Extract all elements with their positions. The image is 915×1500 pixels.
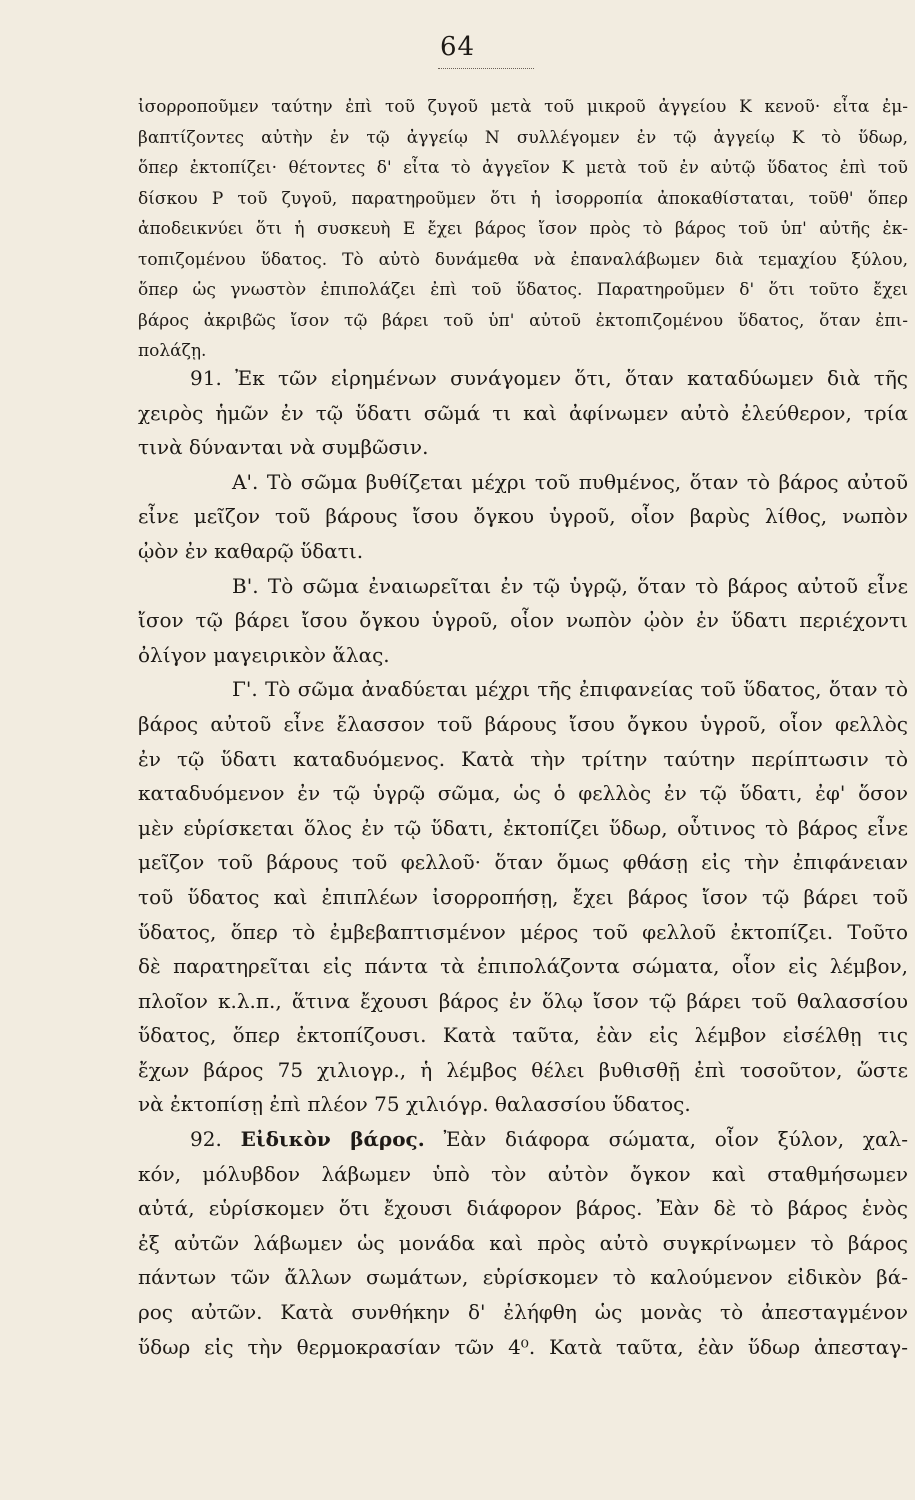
text-line: ὕδατος, ὅπερ ἐκτοπίζουσι. Κατὰ ταῦτα, ἐὰν εἰς λέμβον εἰσέλθῃ τις bbox=[138, 1023, 908, 1048]
text-line: τινὰ δύνανται νὰ συμβῶσιν. bbox=[138, 435, 429, 460]
paragraph-number: 92. bbox=[190, 1127, 222, 1152]
text-line: πάντων τῶν ἄλλων σωμάτων, εὑρίσκομεν τὸ καλούμενον εἰδικὸν βά- bbox=[138, 1265, 908, 1290]
text-line: αὐτά, εὑρίσκομεν ὅτι ἔχουσι διάφορον βάρος. Ἐὰν δὲ τὸ βάρος ἑνὸς bbox=[138, 1196, 908, 1221]
text-run: Ἐκ τῶν εἰρημένων συνάγομεν ὅτι, ὅταν καταδύωμεν διὰ τῆς bbox=[235, 366, 908, 390]
case-label: Β'. bbox=[232, 573, 259, 598]
text-line: βάρος αὐτοῦ εἶνε ἔλασσον τοῦ βάρους ἴσου ὄγκου ὑγροῦ, οἷον φελλὸς bbox=[138, 711, 908, 736]
text-line: εἶνε μεῖζον τοῦ βάρους ἴσου ὄγκου ὑγροῦ, οἷον βαρὺς λίθος, νωπὸν bbox=[138, 504, 908, 529]
text-line: τοῦ ὕδατος καὶ ἐπιπλέων ἰσορροπήσῃ, ἔχει βάρος ἴσον τῷ βάρει τοῦ bbox=[138, 884, 908, 909]
text-line: ἐξ αὐτῶν λάβωμεν ὡς μονάδα καὶ πρὸς αὐτὸ συγκρίνωμεν τὸ βάρος bbox=[138, 1230, 908, 1255]
text-line: βαπτίζοντες αὐτὴν ἐν τῷ ἀγγείῳ Ν συλλέγομεν ἐν τῷ ἀγγείῳ Κ τὸ ὕδωρ, bbox=[138, 127, 908, 148]
text-line: ὕδωρ εἰς τὴν θερμοκρασίαν τῶν 4⁰. Κατὰ ταῦτα, ἐὰν ὕδωρ ἀπεσταγ- bbox=[138, 1334, 908, 1359]
text-line: μεῖζον τοῦ βάρους τοῦ φελλοῦ· ὅταν ὅμως φθάσῃ εἰς τὴν ἐπιφάνειαν bbox=[138, 850, 908, 875]
case-a-first-line bbox=[138, 465, 908, 500]
text-line: δὲ παρατηρεῖται εἰς πάντα τὰ ἐπιπολάζοντα σώματα, οἷον εἰς λέμβον, bbox=[138, 954, 908, 979]
text-line: νὰ ἐκτοπίσῃ ἐπὶ πλέον 75 χιλιόγρ. θαλασσίου ὕδατος. bbox=[138, 1092, 691, 1117]
text-line: ὀλίγον μαγειρικὸν ἅλας. bbox=[138, 642, 390, 667]
text-line: ρος αὐτῶν. Κατὰ συνθήκην δ' ἐλήφθη ὡς μονὰς τὸ ἀπεσταγμένον bbox=[138, 1300, 908, 1325]
text-line: τοπιζομένου ὕδατος. Τὸ αὐτὸ δυνάμεθα νὰ ἐπαναλάβωμεν διὰ τεμαχίου ξύλου, bbox=[138, 249, 908, 270]
text-line: ὕδατος, ὅπερ τὸ ἐμβεβαπτισμένον μέρος τοῦ φελλοῦ ἐκτοπίζει. Τοῦτο bbox=[138, 919, 908, 944]
text-line: χειρὸς ἡμῶν ἐν τῷ ὕδατι σῶμά τι καὶ ἀφίνωμεν αὐτὸ ἐλεύθερον, τρία bbox=[138, 400, 908, 425]
text-line: ὅπερ ὡς γνωστὸν ἐπιπολάζει ἐπὶ τοῦ ὕδατος. Παρατηροῦμεν δ' ὅτι τοῦτο ἔχει bbox=[138, 280, 908, 300]
paragraph-91-first-line bbox=[138, 361, 908, 396]
case-b-first-line bbox=[138, 569, 908, 604]
main-text bbox=[138, 361, 908, 1364]
case-label: Γ'. bbox=[232, 677, 258, 702]
text-line: ὅπερ ἐκτοπίζει· θέτοντες δ' εἶτα τὸ ἀγγεῖον Κ μετὰ τοῦ ἐν αὐτῷ ὕδατος ἐπὶ τοῦ bbox=[138, 158, 908, 178]
text-line: ᾠὸν ἐν καθαρῷ ὕδατι. bbox=[138, 538, 364, 563]
text-line: ἴσον τῷ βάρει ἴσου ὄγκου ὑγροῦ, οἷον νωπὸν ᾠὸν ἐν ὕδατι περιέχοντι bbox=[138, 608, 908, 633]
text-run: Τὸ σῶμα βυθίζεται μέχρι τοῦ πυθμένος, ὅταν τὸ βάρος αὐτοῦ bbox=[266, 469, 908, 494]
case-g-first-line bbox=[138, 672, 908, 707]
text-line: ἔχων βάρος 75 χιλιογρ., ἡ λέμβος θέλει βυθισθῇ ἐπὶ τοσοῦτον, ὥστε bbox=[138, 1057, 908, 1082]
text-run: Τὸ σῶμα ἀναδύεται μέχρι τῆς ἐπιφανείας τοῦ ὕδατος, ὅταν τὸ bbox=[265, 677, 908, 702]
text-line: καταδυόμενον ἐν τῷ ὑγρῷ σῶμα, ὡς ὁ φελλὸς ἐν τῷ ὕδατι, ἐφ' ὅσον bbox=[138, 781, 908, 806]
text-line: ἀποδεικνύει ὅτι ἡ συσκευὴ Ε ἔχει βάρος ἴσον πρὸς τὸ βάρος τοῦ ὑπ' αὐτῆς ἐκ- bbox=[138, 219, 908, 239]
text-line: κόν, μόλυβδον λάβωμεν ὑπὸ τὸν αὐτὸν ὄγκον καὶ σταθμήσωμεν bbox=[138, 1161, 908, 1186]
text-line: βάρος ἀκριβῶς ἴσον τῷ βάρει τοῦ ὑπ' αὐτοῦ ἐκτοπιζομένου ὕδατος, ὅταν ἐπι- bbox=[138, 310, 908, 331]
text-line: πολάζῃ. bbox=[138, 341, 207, 361]
paragraph-92-first-line bbox=[138, 1122, 908, 1157]
text-run: Τὸ σῶμα ἐναιωρεῖται ἐν τῷ ὑγρῷ, ὅταν τὸ βάρος αὐτοῦ εἶνε bbox=[267, 573, 908, 598]
text-run: Ἐὰν διάφορα σώματα, οἷον ξύλον, χαλ- bbox=[443, 1127, 908, 1152]
text-line: ἐν τῷ ὕδατι καταδυόμενος. Κατὰ τὴν τρίτην ταύτην περίπτωσιν τὸ bbox=[138, 746, 908, 771]
text-line: ἰσορροποῦμεν ταύτην ἐπὶ τοῦ ζυγοῦ μετὰ τοῦ μικροῦ ἀγγείου Κ κενοῦ· εἶτα ἐμ- bbox=[138, 97, 908, 117]
section-heading: Εἰδικὸν βάρος. bbox=[240, 1127, 425, 1152]
page-number: 64 bbox=[439, 32, 476, 62]
text-line: μὲν εὑρίσκεται ὅλος ἐν τῷ ὕδατι, ἐκτοπίζει ὕδωρ, οὗτινος τὸ βάρος εἶνε bbox=[138, 815, 908, 840]
text-line: δίσκου Ρ τοῦ ζυγοῦ, παρατηροῦμεν ὅτι ἡ ἰσορροπία ἀποκαθίσταται, τοῦθ' ὅπερ bbox=[138, 188, 908, 209]
text-line: πλοῖον κ.λ.π., ἅτινα ἔχουσι βάρος ἐν ὅλῳ ἴσον τῷ βάρει τοῦ θαλασσίου bbox=[138, 988, 908, 1013]
paragraph-continued bbox=[138, 92, 908, 367]
paragraph-number: 91. bbox=[190, 366, 222, 390]
case-label: Α'. bbox=[232, 469, 259, 494]
header-rule bbox=[438, 68, 534, 69]
